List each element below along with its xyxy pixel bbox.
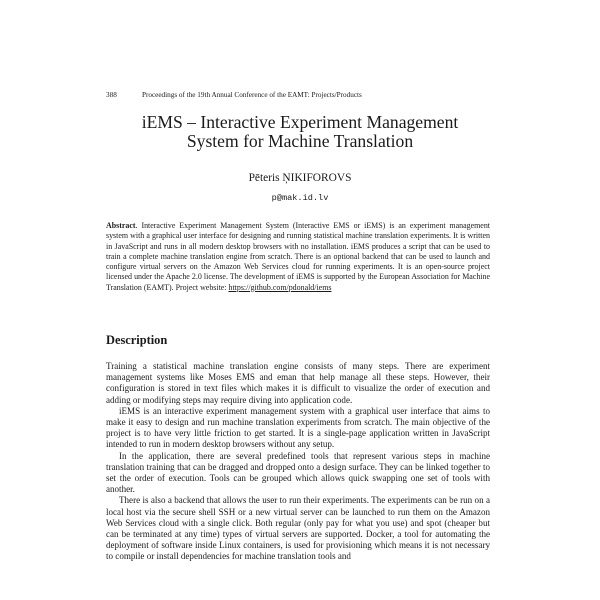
- abstract-text: . Interactive Experiment Management System (Interactive EMS or iEMS) is an experiment management system with a graphical user interface for designing and running statistical machine translation experiments. It is written in JavaScript and runs in all modern desktop browsers with no installation. iEMS produces a script that can be used to train a complete machine translation engine from scratch. There is an optional backend that can be used to launch and configure virtual servers on the Amazon Web Services cloud for running experiments. It is an open-source project licensed under the Apache 2.0 license. The development of iEMS is supported by the European Association for Machine Translation (EAMT). Project website:: [106, 221, 490, 292]
- paper-title: [0, 113, 600, 151]
- section-heading: Description: [106, 333, 168, 347]
- page-number: 388: [106, 91, 117, 99]
- paragraph: There is also a backend that allows the user to run their experiments. The experiments can be run on a local host via the secure shell SSH or a new virtual server can be launched to run them on the Amazon Web Services cloud with a single click. Both regular (only pay for what you use) and spot (cheaper but can be terminated at any time) types of virtual servers are supported. Docker, a tool for automating the deployment of software inside Linux containers, is used for provisioning which means it is not necessary to compile or install dependencies for machine translation tools and: [106, 495, 490, 562]
- author-name: Pēteris ŅIKIFOROVS: [248, 172, 352, 184]
- section-body: [106, 361, 490, 563]
- running-head-text: Proceedings of the 19th Annual Conference of the EAMT: Projects/Products: [142, 91, 362, 99]
- paper-title-line-2: System for Machine Translation: [186, 131, 414, 151]
- abstract: [106, 221, 490, 293]
- paragraph: In the application, there are several predefined tools that represent various steps in machine translation training that can be dragged and dropped onto a design surface. They can be linked together to set the order of execution. Tools can be grouped which allows quick swapping one set of tools with another.: [106, 450, 490, 495]
- author-email: p@mak.id.lv: [271, 193, 329, 203]
- paragraph: Training a statistical machine translation engine consists of many steps. There are experiment management systems like Moses EMS and eman that help manage all these steps. However, their configuration is stored in text files which makes it is difficult to visualize the order of execution and adding or modifying steps may require diving into application code.: [106, 361, 490, 405]
- paper-title-line-1: iEMS – Interactive Experiment Management: [141, 112, 459, 132]
- project-website-link[interactable]: https://github.com/pdonald/iems: [228, 282, 332, 292]
- paragraph: iEMS is an interactive experiment management system with a graphical user interface that aims to make it easy to design and run machine translation experiments from scratch. The main objective of the project is to have very little friction to get started. It is a single-page application written in JavaScript intended to run in modern desktop browsers without any setup.: [106, 405, 490, 450]
- running-head: [106, 91, 486, 99]
- abstract-label: Abstract: [106, 221, 136, 230]
